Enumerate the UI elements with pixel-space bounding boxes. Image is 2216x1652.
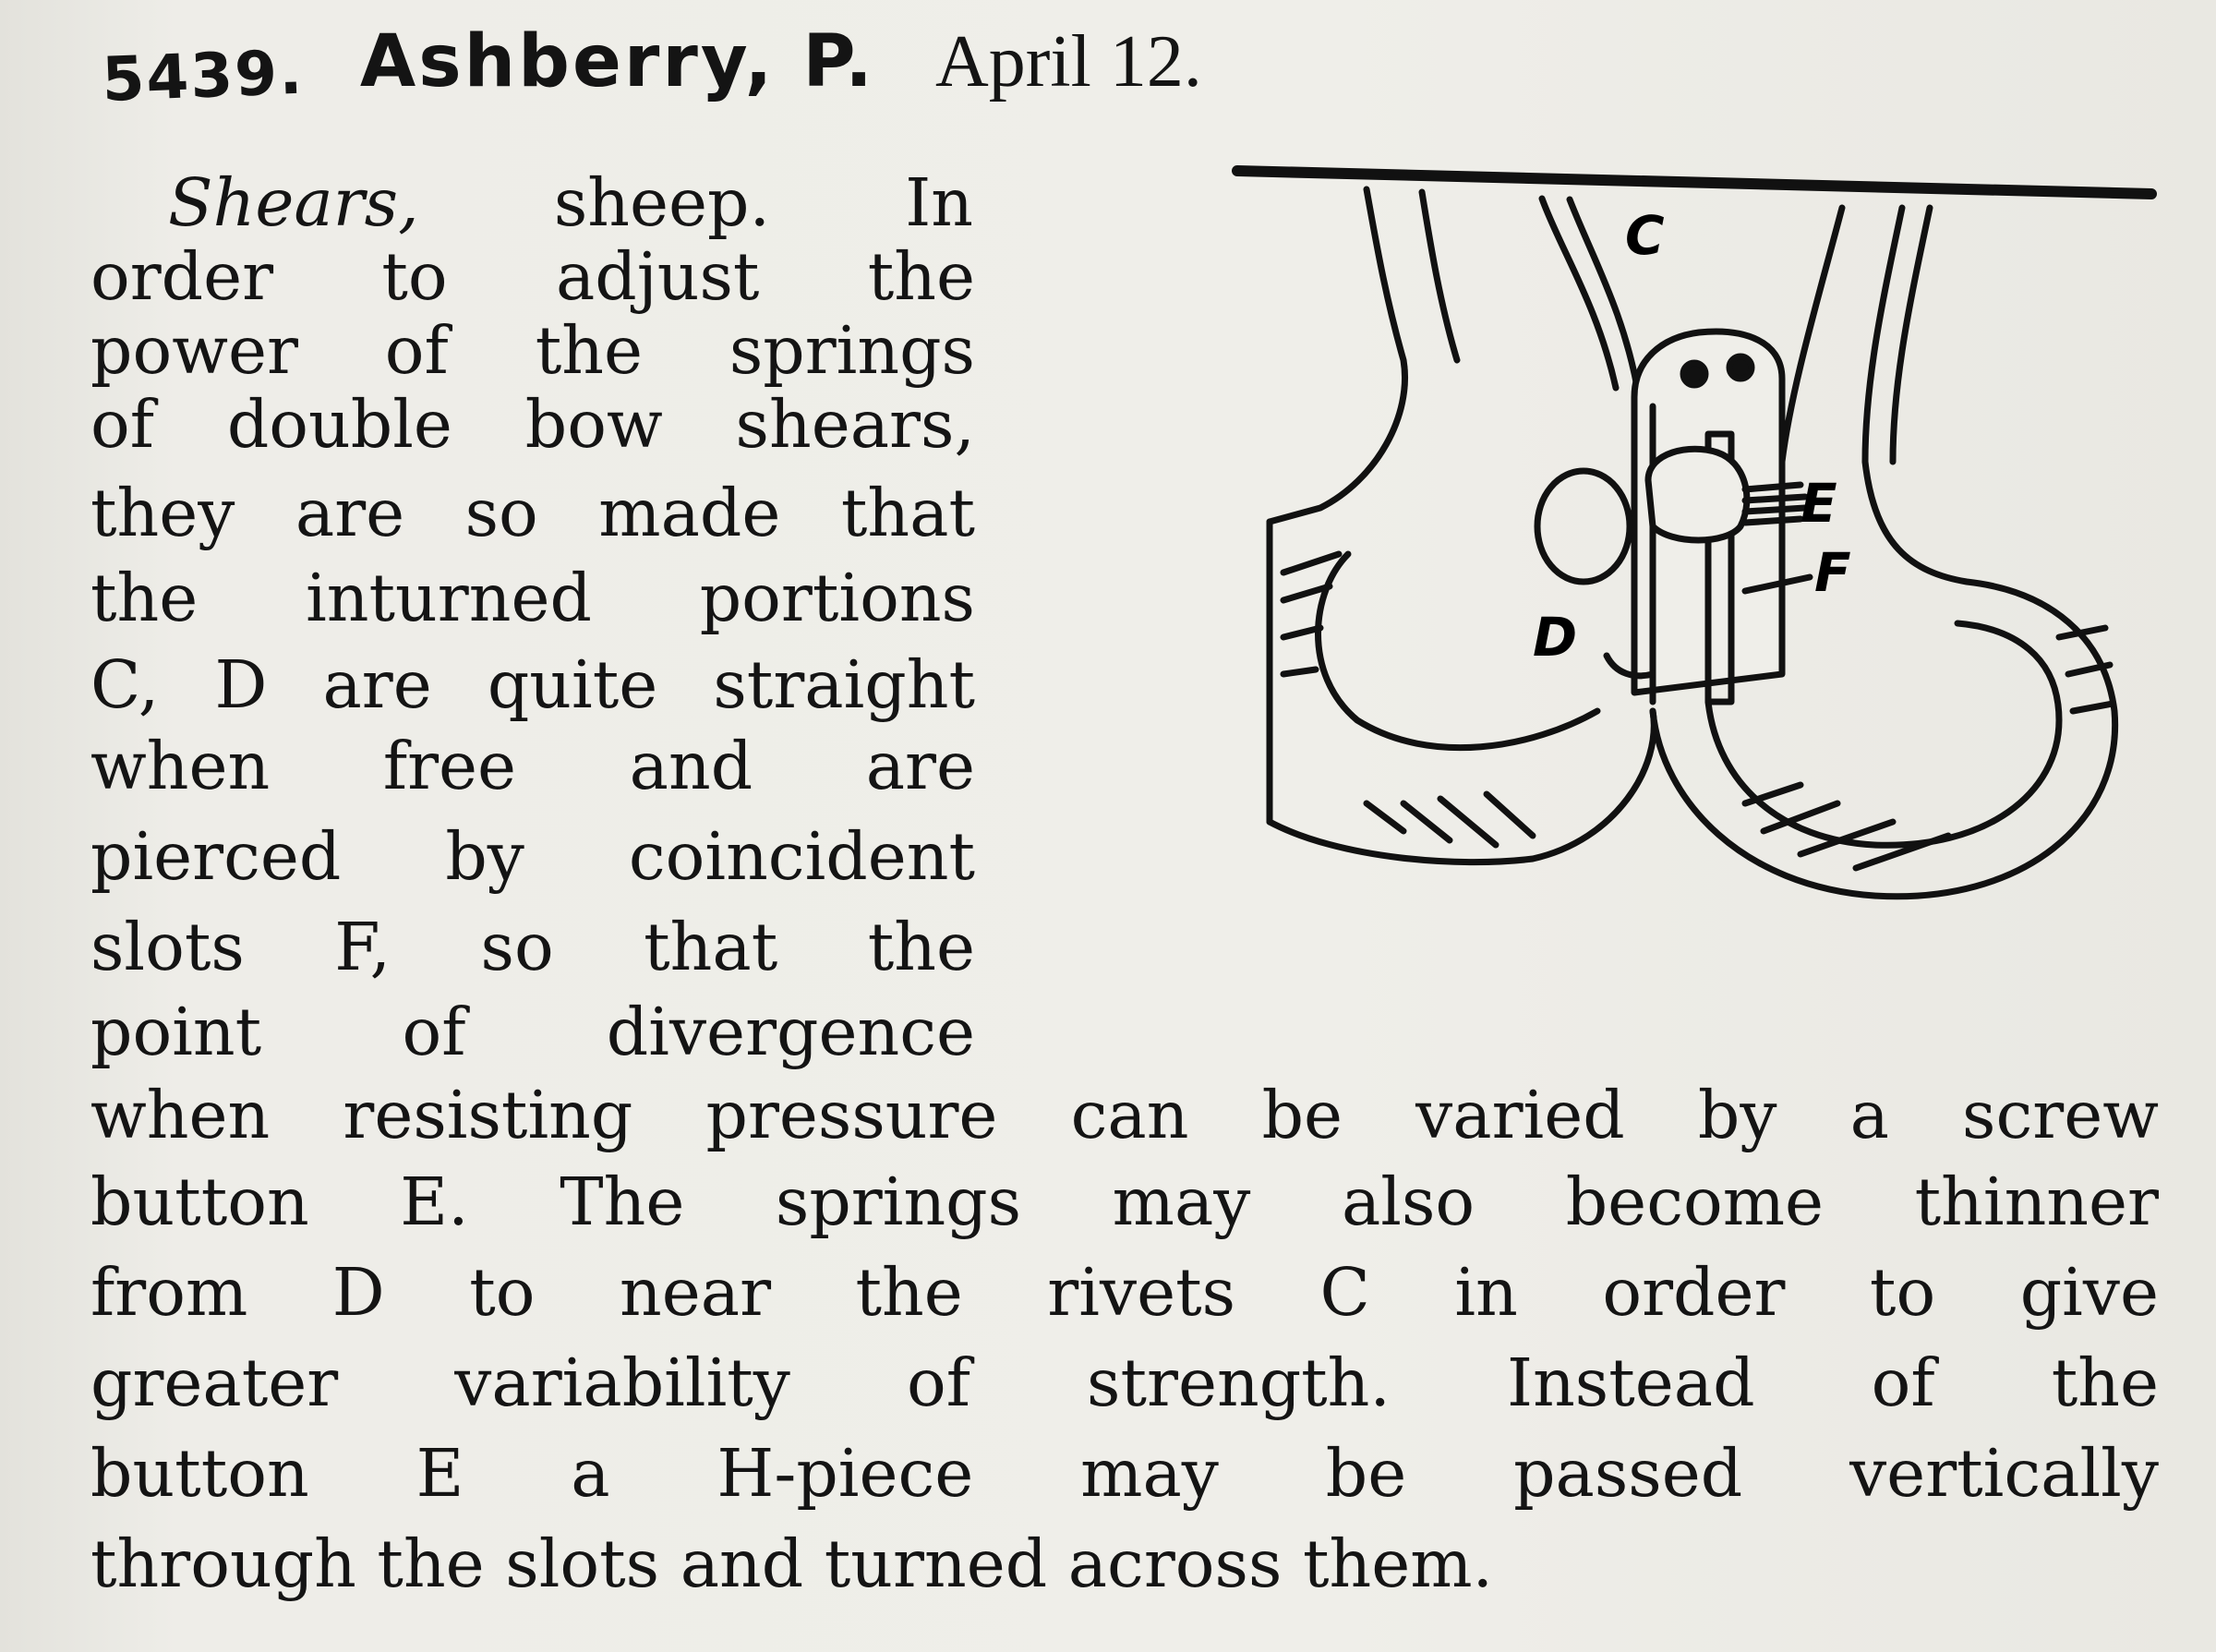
- entry-number: 5439.: [101, 36, 306, 115]
- body-line-6: the inturned portions: [90, 560, 975, 636]
- body-line-13: button E. The springs may also become thinner: [90, 1164, 2159, 1240]
- shears-illustration: [1228, 157, 2161, 923]
- body-line-1: [168, 166, 973, 240]
- body-line-2: order to adjust the: [90, 238, 975, 315]
- shears-drawing: [1228, 157, 2161, 923]
- body-line-17: through the slots and turned across them.: [90, 1525, 1494, 1602]
- body-line-11: point of divergence: [90, 994, 975, 1070]
- body-line-15: greater variability of strength. Instead of the: [90, 1345, 2159, 1421]
- label-d: D: [1533, 606, 1578, 669]
- entry-date: April 12.: [935, 21, 1202, 102]
- body-line-12: when resisting pressure can be varied by a screw: [90, 1077, 2159, 1153]
- body-line-9: pierced by coincident: [90, 818, 975, 895]
- label-c: C: [1625, 204, 1665, 267]
- body-line-7: C, D are quite straight: [90, 646, 975, 723]
- label-e: E: [1800, 472, 1837, 535]
- inventor-name: Ashberry, P.: [359, 20, 875, 103]
- body-line-14: from D to near the rivets C in order to give: [90, 1254, 2159, 1331]
- body-line-10: slots F, so that the: [90, 909, 975, 985]
- body-line-4: of double bow shears,: [90, 386, 975, 463]
- body-line-8: when free and are: [90, 728, 975, 804]
- label-f: F: [1814, 541, 1851, 604]
- body-line-5: they are so made that: [90, 475, 975, 551]
- entry-header: [103, 20, 1202, 122]
- body-line-3: power of the springs: [90, 312, 975, 389]
- lead-italic-word: Shears,: [168, 164, 419, 241]
- body-line-1-text: sheep. In: [418, 164, 973, 241]
- body-line-16: button E a H-piece may be passed vertically: [90, 1435, 2159, 1512]
